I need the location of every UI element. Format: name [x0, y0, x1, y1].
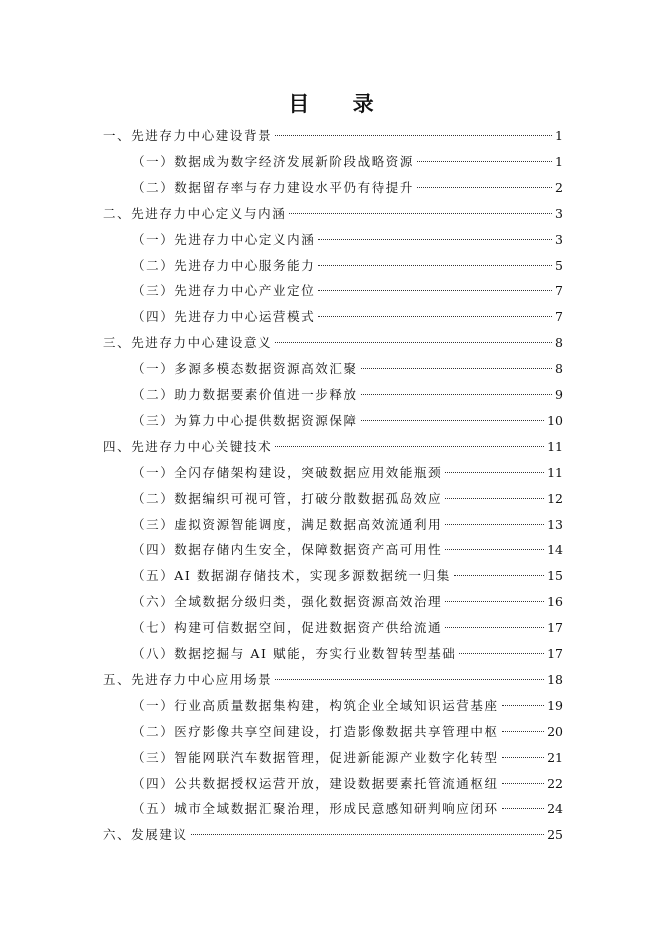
toc-page-number: 11 [547, 464, 563, 480]
toc-section-entry[interactable] [103, 668, 563, 692]
toc-dot-leader [361, 394, 552, 395]
toc-entry-label: 三、先进存力中心建设意义 [103, 335, 273, 351]
toc-entry-label: （二）数据编织可视可管，打破分散数据孤岛效应 [132, 490, 443, 506]
toc-dot-leader [318, 316, 552, 317]
toc-entry-label: （一）数据成为数字经济发展新阶段战略资源 [132, 153, 415, 169]
toc-subsection-entry[interactable] [132, 305, 563, 329]
toc-dot-leader [275, 446, 544, 447]
toc-page-number: 2 [555, 179, 563, 195]
toc-dot-leader [361, 368, 552, 369]
toc-dot-leader [459, 653, 544, 654]
toc-subsection-entry[interactable] [132, 487, 563, 511]
toc-page-number: 24 [547, 801, 563, 817]
toc-page-number: 25 [547, 827, 563, 843]
toc-page-number: 5 [555, 257, 563, 273]
toc-entry-label: （七）构建可信数据空间，促进数据资产供给流通 [132, 620, 443, 636]
toc-dot-leader [318, 239, 552, 240]
toc-page-number: 16 [547, 594, 563, 610]
toc-dot-leader [191, 834, 544, 835]
toc-page-number: 12 [547, 490, 563, 506]
toc-dot-leader [445, 498, 544, 499]
toc-page-number: 3 [555, 205, 563, 221]
toc-dot-leader [275, 679, 544, 680]
toc-dot-leader [445, 627, 544, 628]
toc-entry-label: （三）智能网联汽车数据管理，促进新能源产业数字化转型 [132, 749, 499, 765]
toc-subsection-entry[interactable] [132, 746, 563, 770]
toc-page-number: 17 [547, 620, 563, 636]
toc-dot-leader [275, 342, 552, 343]
toc-page-number: 1 [555, 153, 563, 169]
toc-dot-leader [445, 472, 544, 473]
toc-dot-leader [502, 705, 544, 706]
toc-dot-leader [502, 757, 544, 758]
toc-dot-leader [502, 783, 544, 784]
toc-entry-label: （三）虚拟资源智能调度，满足数据高效流通利用 [132, 516, 443, 532]
toc-entry-label: （二）助力数据要素价值进一步释放 [132, 387, 358, 402]
toc-page-number: 21 [547, 749, 563, 765]
toc-entry-label: （二）先进存力中心服务能力 [132, 257, 316, 273]
toc-entry-label: （八）数据挖掘与 AI 赋能，夯实行业数智转型基础 [132, 646, 457, 661]
toc-subsection-entry[interactable] [132, 150, 563, 174]
toc-entry-label: （一）多源多模态数据资源高效汇聚 [132, 361, 358, 377]
toc-dot-leader [318, 265, 552, 266]
toc-section-entry[interactable] [103, 202, 563, 226]
toc-section-entry[interactable] [103, 823, 563, 847]
toc-page-number: 1 [555, 128, 563, 143]
toc-page-number: 18 [547, 671, 563, 687]
toc-page-number: 14 [547, 542, 563, 558]
toc-dot-leader [318, 290, 552, 291]
toc-page-number: 7 [555, 283, 563, 299]
toc-page-number: 20 [547, 723, 563, 739]
toc-entry-label: （一）全闪存储架构建设，突破数据应用效能瓶颈 [132, 464, 443, 480]
toc-page-number: 19 [547, 697, 563, 713]
toc-subsection-entry[interactable] [132, 538, 563, 562]
toc-dot-leader [289, 213, 552, 214]
toc-dot-leader [417, 161, 552, 162]
toc-page-number: 15 [547, 568, 563, 584]
toc-page-number: 9 [555, 387, 563, 402]
toc-subsection-entry[interactable] [132, 176, 563, 200]
toc-entry-label: 二、先进存力中心定义与内涵 [103, 205, 287, 221]
toc-dot-leader [445, 524, 544, 525]
toc-entry-label: （六）全域数据分级归类，强化数据资源高效治理 [132, 594, 443, 610]
toc-entry-label: （一）先进存力中心定义内涵 [132, 231, 316, 247]
toc-section-entry[interactable] [103, 435, 563, 459]
toc-dot-leader [502, 731, 544, 732]
toc-subsection-entry[interactable] [132, 590, 563, 614]
toc-entry-label: （四）数据存储内生安全，保障数据资产高可用性 [132, 542, 443, 558]
toc-section-entry[interactable] [103, 331, 563, 355]
toc-subsection-entry[interactable] [132, 461, 563, 485]
toc-subsection-entry[interactable] [132, 383, 563, 407]
toc-subsection-entry[interactable] [132, 797, 563, 821]
toc-dot-leader [417, 187, 552, 188]
toc-subsection-entry[interactable] [132, 720, 563, 744]
toc-entry-label: （一）行业高质量数据集构建，构筑企业全域知识运营基座 [132, 697, 499, 713]
toc-subsection-entry[interactable] [132, 228, 563, 252]
toc-subsection-entry[interactable] [132, 357, 563, 381]
toc-dot-leader [445, 549, 544, 550]
toc-page-number: 3 [555, 231, 563, 247]
toc-entry-label: （二）数据留存率与存力建设水平仍有待提升 [132, 179, 415, 195]
toc-subsection-entry[interactable] [132, 409, 563, 433]
toc-entry-label: 四、先进存力中心关键技术 [103, 438, 273, 454]
toc-entry-label: 一、先进存力中心建设背景 [103, 128, 273, 143]
toc-dot-leader [275, 135, 552, 136]
toc-page-number: 8 [555, 335, 563, 351]
toc-entry-label: （四）先进存力中心运营模式 [132, 309, 316, 325]
toc-subsection-entry[interactable] [132, 513, 563, 537]
toc-dot-leader [454, 575, 544, 576]
toc-entry-label: （五）城市全域数据汇聚治理，形成民意感知研判响应闭环 [132, 801, 499, 817]
toc-page-number: 7 [555, 309, 563, 325]
toc-subsection-entry[interactable] [132, 772, 563, 796]
toc-page-number: 17 [547, 646, 563, 661]
toc-page-number: 22 [547, 775, 563, 791]
toc-entry-label: （三）为算力中心提供数据资源保障 [132, 412, 358, 428]
toc-subsection-entry[interactable] [132, 694, 563, 718]
toc-dot-leader [361, 420, 544, 421]
toc-page-number: 8 [555, 361, 563, 377]
toc-entry-label: （二）医疗影像共享空间建设，打造影像数据共享管理中枢 [132, 723, 499, 739]
toc-page-number: 10 [547, 412, 563, 428]
toc-entry-label: 五、先进存力中心应用场景 [103, 671, 273, 687]
toc-entry-label: （四）公共数据授权运营开放，建设数据要素托管流通枢纽 [132, 775, 499, 791]
toc-dot-leader [502, 808, 544, 809]
toc-subsection-entry[interactable] [132, 642, 563, 666]
toc-page-number: 13 [547, 516, 563, 532]
toc-entry-label: （三）先进存力中心产业定位 [132, 283, 316, 299]
toc-dot-leader [445, 601, 544, 602]
toc-subsection-entry[interactable] [132, 616, 563, 640]
toc-subsection-entry[interactable] [132, 254, 563, 278]
toc-page-number: 11 [547, 438, 563, 454]
toc-subsection-entry[interactable] [132, 564, 563, 588]
toc-section-entry[interactable] [103, 124, 563, 148]
toc-entry-label: 六、发展建议 [103, 827, 188, 843]
toc-title: 目 录 [288, 92, 392, 116]
toc-entry-label: （五）AI 数据湖存储技术，实现多源数据统一归集 [132, 568, 451, 584]
toc-subsection-entry[interactable] [132, 279, 563, 303]
